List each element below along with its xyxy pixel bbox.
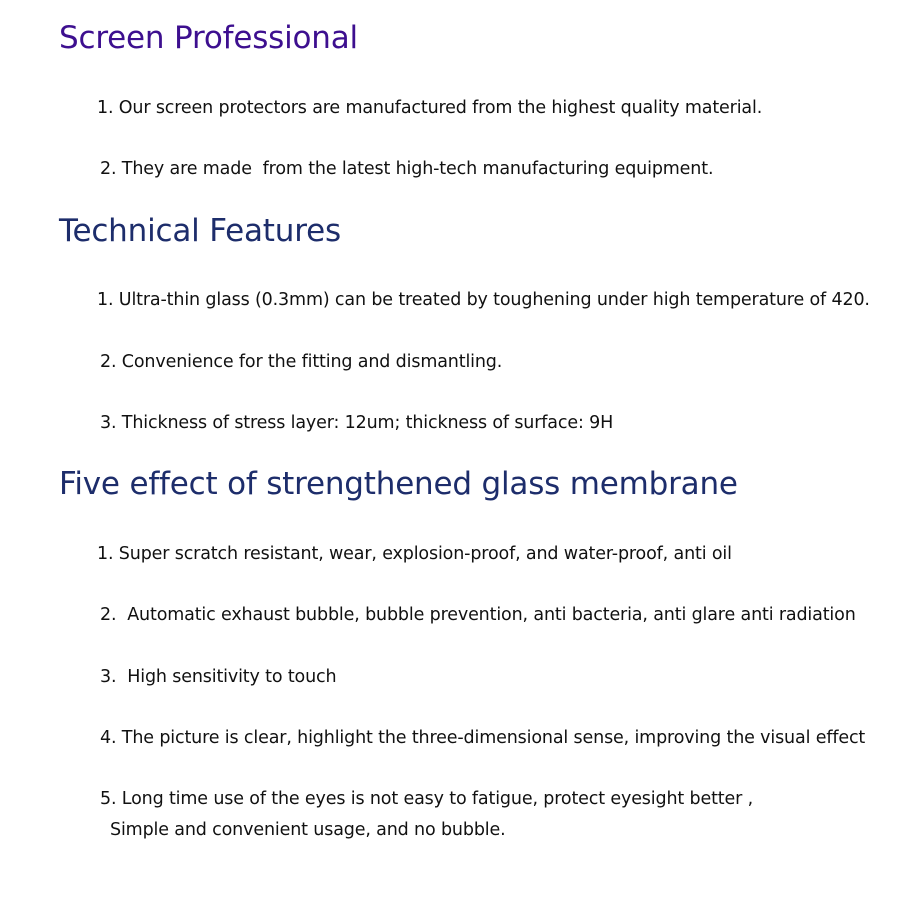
list-item: 3. Thickness of stress layer: 12um; thickness of surface: 9H	[100, 413, 614, 433]
list-item: 3. High sensitivity to touch	[100, 667, 337, 687]
list-item: 1. Super scratch resistant, wear, explosion-proof, and water-proof, anti oil	[97, 544, 732, 564]
section-title-technical-features: Technical Features	[59, 213, 341, 249]
list-item: 2. Convenience for the fitting and dismantling.	[100, 352, 503, 372]
list-item: 5. Long time use of the eyes is not easy to fatigue, protect eyesight better ,	[100, 789, 753, 809]
list-item: 2. Automatic exhaust bubble, bubble prevention, anti bacteria, anti glare anti radiation	[100, 605, 856, 625]
list-item-continuation: Simple and convenient usage, and no bubble.	[110, 820, 506, 840]
list-item: 4. The picture is clear, highlight the three-dimensional sense, improving the visual effect	[100, 728, 866, 748]
section-title-screen-professional: Screen Professional	[59, 20, 358, 56]
section-title-five-effects: Five effect of strengthened glass membrane	[59, 466, 738, 502]
list-item: 1. Ultra-thin glass (0.3mm) can be treated by toughening under high temperature of 420.	[97, 290, 870, 310]
list-item: 2. They are made from the latest high-tech manufacturing equipment.	[100, 159, 714, 179]
list-item: 1. Our screen protectors are manufactured from the highest quality material.	[97, 98, 763, 118]
